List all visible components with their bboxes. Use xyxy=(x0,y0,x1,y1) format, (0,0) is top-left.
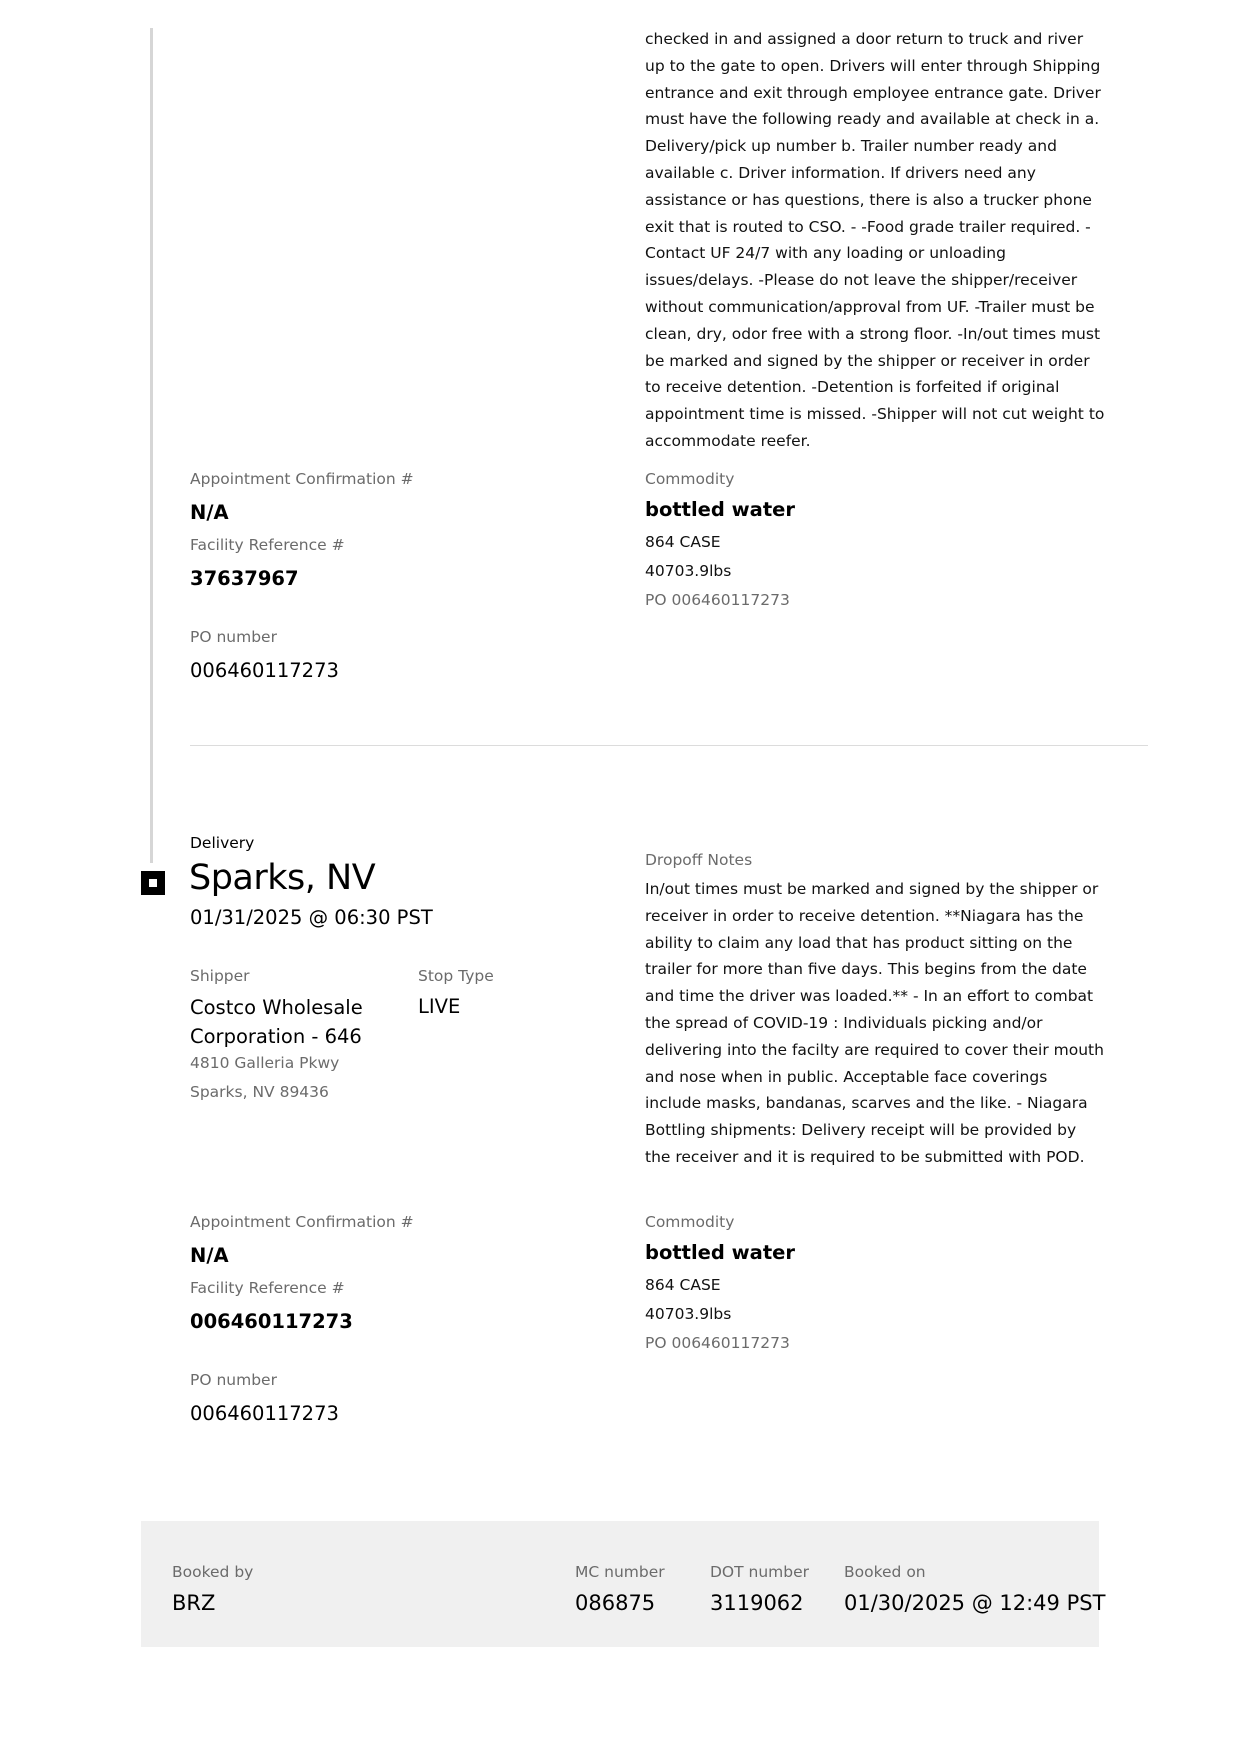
booked-by-value: BRZ xyxy=(172,1591,216,1615)
shipper-address-line2: Sparks, NV 89436 xyxy=(190,1083,329,1101)
mc-number-label: MC number xyxy=(575,1563,665,1581)
booked-by-label: Booked by xyxy=(172,1563,254,1581)
appointment-confirmation-label: Appointment Confirmation # xyxy=(190,1213,414,1231)
commodity-po: PO 006460117273 xyxy=(645,591,790,609)
commodity-name: bottled water xyxy=(645,1241,795,1264)
commodity-weight: 40703.9lbs xyxy=(645,1305,732,1323)
facility-reference-label: Facility Reference # xyxy=(190,536,345,554)
shipper-label: Shipper xyxy=(190,967,250,985)
commodity-quantity: 864 CASE xyxy=(645,533,721,551)
stop-timeline-line xyxy=(150,28,153,863)
booking-info-footer xyxy=(141,1521,1106,1647)
commodity-po: PO 006460117273 xyxy=(645,1334,790,1352)
stop-marker-icon xyxy=(141,871,165,895)
pickup-notes-text: checked in and assigned a door return to truck and river up to the gate to open. Drivers will enter through Shipping entrance and exit through employee entrance gate. Driver must have the following ready and available at check in a. Delivery/pick up number b. Trailer number ready and available c. Driver information. If drivers need any assistance or has questions, there is also a trucker phone exit that is routed to CSO. - -Food grade trailer required. -Contact UF 24/7 with any loading or unloading issues/delays. -Please do not leave the shipper/receiver without communication/approval from UF. -Trailer must be clean, dry, odor free with a strong floor. -In/out times must be marked and signed by the shipper or receiver in order to receive detention. -Detention is forfeited if original appointment time is missed. -Shipper will not cut weight to accommodate reefer. xyxy=(645,30,1105,450)
stop-type-heading: Delivery xyxy=(190,834,255,852)
facility-reference-value: 37637967 xyxy=(190,567,299,590)
shipper-name: Costco Wholesale Corporation - 646 xyxy=(190,996,363,1048)
commodity-weight: 40703.9lbs xyxy=(645,562,732,580)
dot-number-value: 3119062 xyxy=(710,1591,804,1615)
commodity-quantity: 864 CASE xyxy=(645,1276,721,1294)
dropoff-notes-label: Dropoff Notes xyxy=(645,851,753,869)
stop-type-label: Stop Type xyxy=(418,967,494,985)
section-divider xyxy=(190,745,1148,746)
po-number-label: PO number xyxy=(190,628,277,646)
stop-datetime: 01/31/2025 @ 06:30 PST xyxy=(190,906,433,929)
appointment-confirmation-value: N/A xyxy=(190,501,229,524)
facility-reference-label: Facility Reference # xyxy=(190,1279,345,1297)
booked-on-value: 01/30/2025 @ 12:49 PST xyxy=(844,1591,1106,1615)
po-number-value: 006460117273 xyxy=(190,659,339,682)
appointment-confirmation-value: N/A xyxy=(190,1244,229,1267)
po-number-value: 006460117273 xyxy=(190,1402,339,1425)
booked-on-label: Booked on xyxy=(844,1563,926,1581)
facility-reference-value: 006460117273 xyxy=(190,1310,353,1333)
shipper-address-line1: 4810 Galleria Pkwy xyxy=(190,1054,340,1072)
stop-type-value: LIVE xyxy=(418,995,461,1018)
commodity-label: Commodity xyxy=(645,1213,735,1231)
dot-number-label: DOT number xyxy=(710,1563,810,1581)
commodity-label: Commodity xyxy=(645,470,735,488)
appointment-confirmation-label: Appointment Confirmation # xyxy=(190,470,414,488)
stop-city: Sparks, NV xyxy=(189,858,376,898)
mc-number-value: 086875 xyxy=(575,1591,656,1615)
po-number-label: PO number xyxy=(190,1371,277,1389)
dropoff-notes-text: In/out times must be marked and signed by the shipper or receiver in order to receive detention. **Niagara has the ability to claim any load that has product sitting on the trailer for more than five days. This begins from the date and time the driver was loaded.** - In an effort to combat the spread of COVID-19 : Individuals picking and/or delivering into the facilty are required to cover their mouth and nose when in public. Acceptable face coverings include masks, bandanas, scarves and the like. - Niagara Bottling shipments: Delivery receipt will be provided by the receiver and it is required to be submitted with POD. xyxy=(645,880,1104,1166)
commodity-name: bottled water xyxy=(645,498,795,521)
